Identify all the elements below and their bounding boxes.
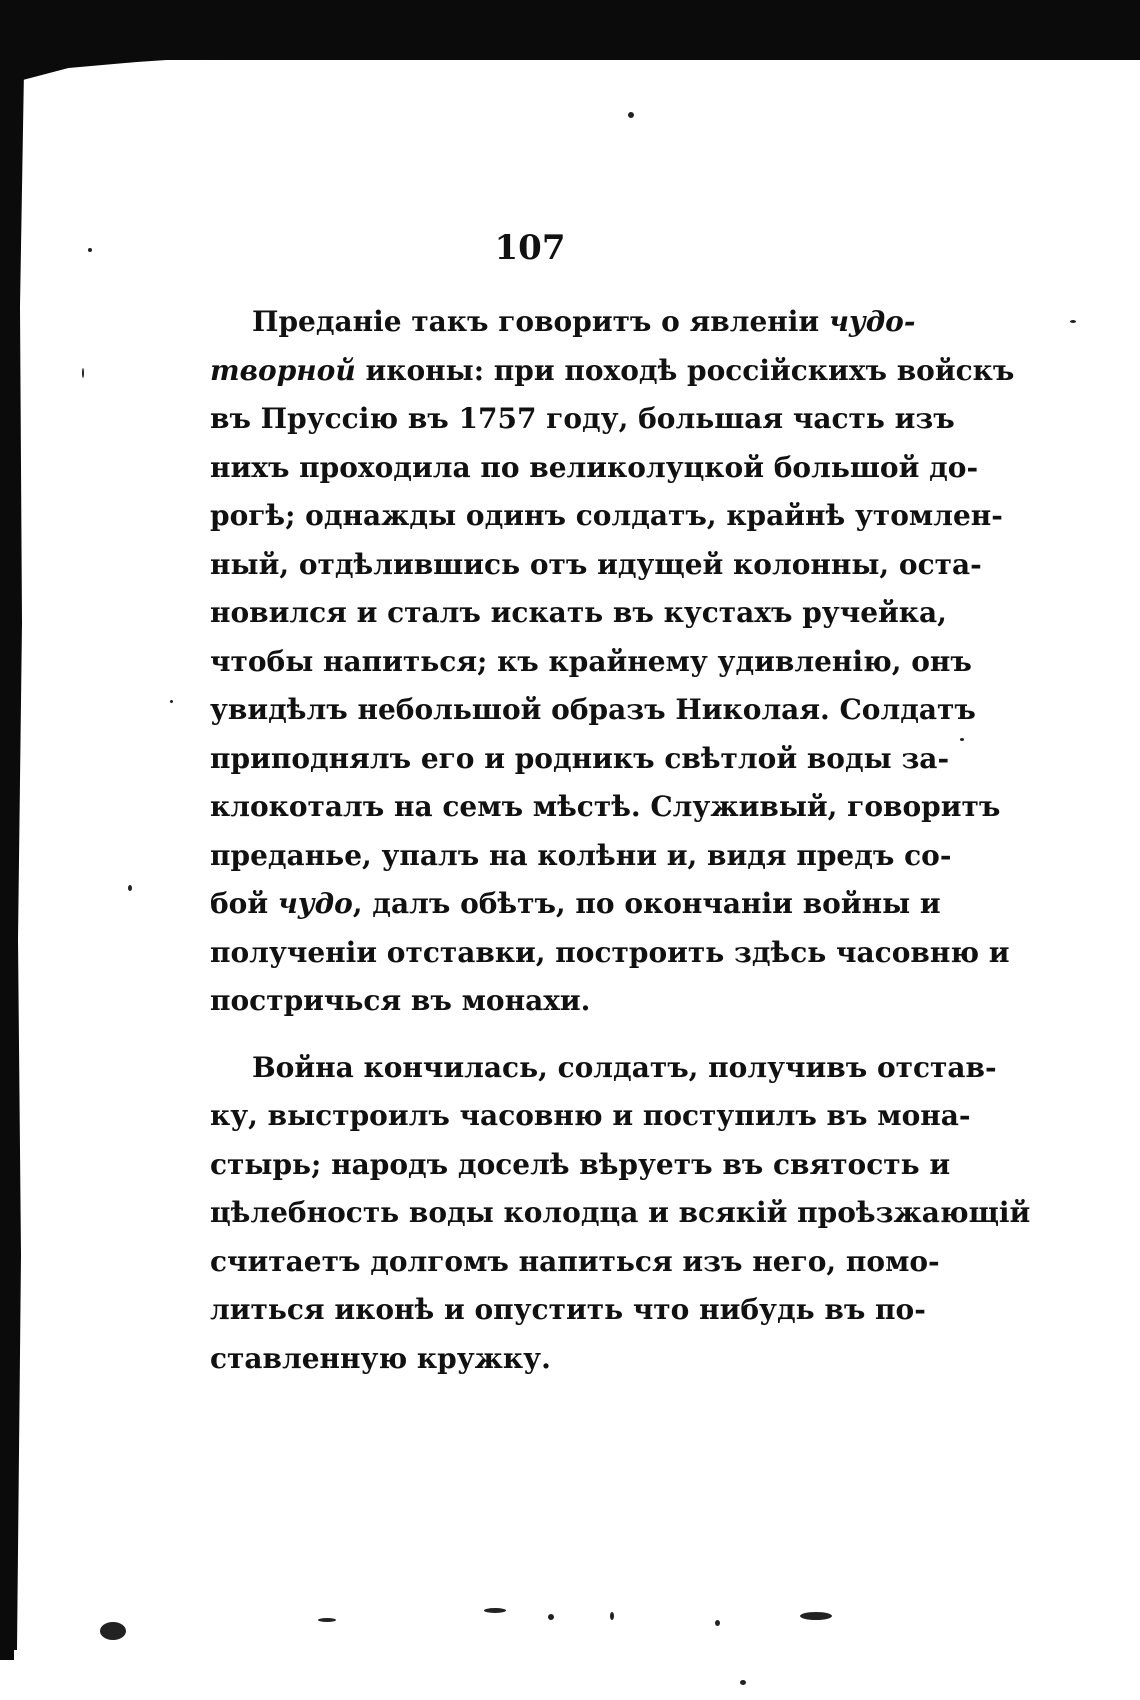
text-line <box>210 735 950 784</box>
text-line <box>210 929 1010 978</box>
text-segment: рогѣ; однажды одинъ солдатъ, крайнѣ утомлен- <box>210 499 1003 532</box>
text-segment: нихъ проходила по великолуцкой большой до- <box>210 450 979 484</box>
text-line <box>210 880 941 929</box>
text-segment: ставленную кружку. <box>210 1341 551 1375</box>
scan-speck <box>715 1620 720 1626</box>
text-line <box>210 1238 940 1287</box>
text-line <box>210 589 947 638</box>
scan-left-edge <box>14 70 24 1650</box>
text-line <box>210 638 972 687</box>
scan-speck <box>800 1612 832 1620</box>
text-segment: иконы: при походѣ россійскихъ войскъ <box>355 353 1015 387</box>
text-segment: полученіи отставки, построить здѣсь часовню и <box>210 935 1010 969</box>
page-number: 107 <box>494 228 566 268</box>
scan-speck <box>548 1614 554 1620</box>
text-line <box>210 1286 926 1335</box>
text-segment: постричься въ монахи. <box>210 984 591 1017</box>
body-text <box>210 298 1031 1383</box>
text-line <box>210 1141 951 1190</box>
text-line <box>210 686 976 735</box>
scan-left-border <box>0 60 14 1660</box>
scan-speck <box>170 700 173 703</box>
text-line <box>210 444 979 493</box>
text-line <box>210 1335 865 1384</box>
text-segment: Преданіе такъ говоритъ о явленіи <box>252 305 829 338</box>
text-line <box>210 977 865 1026</box>
text-line <box>210 1092 971 1141</box>
paragraph <box>210 298 1015 1026</box>
text-segment: цѣлебность воды колодца и всякій проѣзжающій <box>210 1196 1031 1229</box>
text-segment: ный, отдѣлившись отъ идущей колонны, оста- <box>210 547 982 581</box>
paragraph <box>210 1044 1031 1384</box>
scan-speck <box>960 738 964 741</box>
scan-speck <box>318 1618 336 1622</box>
scan-top-edge <box>0 40 1140 80</box>
text-segment: преданье, упалъ на колѣни и, видя предъ со- <box>210 838 952 872</box>
text-segment: увидѣлъ небольшой образъ Николая. Солдатъ <box>210 693 976 726</box>
text-segment: считаетъ долгомъ напиться изъ него, помо- <box>210 1244 940 1278</box>
text-line <box>210 1189 1031 1238</box>
text-segment: приподнялъ его и родникъ свѣтлой воды за- <box>210 741 950 775</box>
text-line <box>210 832 952 881</box>
scan-speck <box>610 1612 614 1620</box>
text-segment: литься иконѣ и опустить что нибудь въ по- <box>210 1293 926 1326</box>
scan-speck <box>100 1622 126 1640</box>
text-line <box>210 783 1001 832</box>
scan-speck <box>484 1608 506 1613</box>
text-segment: новился и сталъ искать въ кустахъ ручейка, <box>210 596 947 629</box>
scan-speck <box>128 885 132 891</box>
scan-speck <box>82 368 84 378</box>
italic-text: чудо <box>277 887 353 920</box>
text-line <box>210 347 1015 396</box>
text-segment: стырь; народъ доселѣ вѣруетъ въ святость и <box>210 1147 951 1181</box>
text-segment: чтобы напиться; къ крайнему удивленію, онъ <box>210 644 972 678</box>
text-line <box>210 1044 997 1093</box>
text-line <box>210 298 916 347</box>
text-segment: бой <box>210 887 278 920</box>
scan-speck <box>628 112 634 118</box>
text-segment: Война кончилась, солдатъ, получивъ отстав- <box>252 1050 997 1084</box>
text-segment: , далъ обѣтъ, по окончаніи войны и <box>352 887 941 920</box>
italic-text: творной <box>210 353 356 387</box>
scan-speck <box>88 248 92 252</box>
text-line <box>210 541 982 590</box>
italic-text: чудо- <box>828 305 916 338</box>
scan-speck <box>740 1680 746 1685</box>
text-segment: клокоталъ на семъ мѣстѣ. Служивый, говоритъ <box>210 790 1001 823</box>
text-segment: въ Пруссію въ 1757 году, большая часть изъ <box>210 402 955 435</box>
text-line <box>210 492 1003 541</box>
paragraph-gap <box>210 1026 865 1044</box>
text-segment: ку, выстроилъ часовню и поступилъ въ мона- <box>210 1099 971 1132</box>
text-line <box>210 395 955 444</box>
scan-speck <box>1070 320 1076 323</box>
